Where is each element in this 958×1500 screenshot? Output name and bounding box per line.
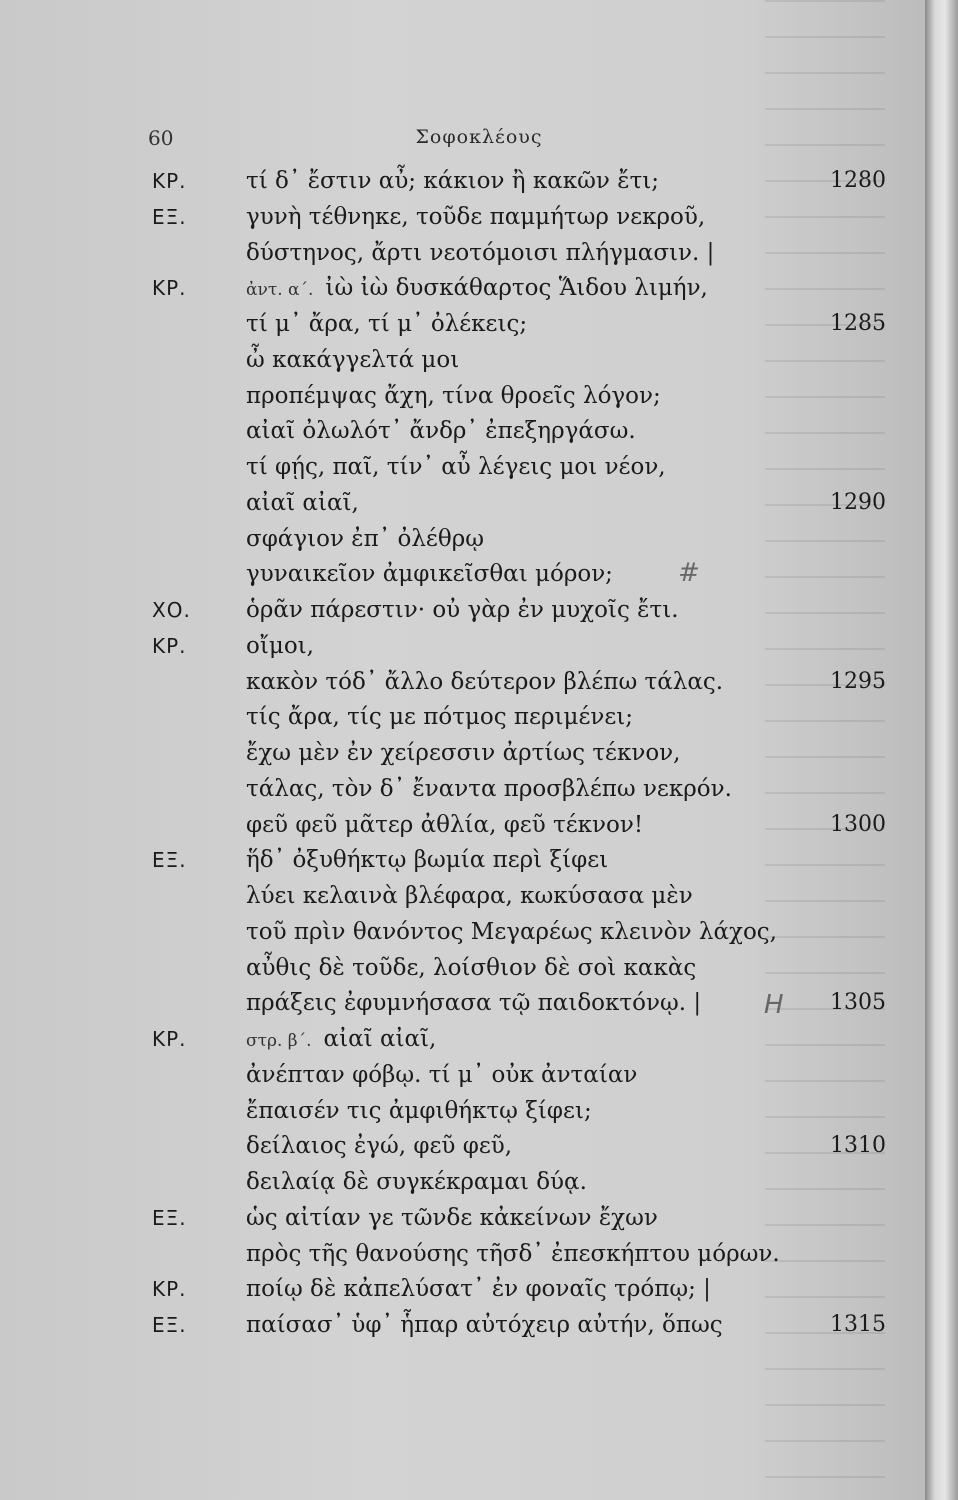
verse-text xyxy=(246,306,527,342)
speaker-label: ΚΡ. xyxy=(152,276,187,301)
verse-line xyxy=(0,485,958,521)
verse-text xyxy=(246,842,608,878)
verse-text xyxy=(246,163,659,199)
verse-words: φεῦ φεῦ μᾶτερ ἀθλία, φεῦ τέκνον! xyxy=(246,811,644,838)
verse-words: ὁρᾶν πάρεστιν· οὐ γὰρ ἐν μυχοῖς ἔτι. xyxy=(246,597,679,623)
verse-text xyxy=(246,1200,658,1236)
verse-words: αἰαῖ ὀλωλότ᾽ ἄνδρ᾽ ἐπεξηργάσω. xyxy=(246,418,636,445)
running-title: Σοφοκλέους xyxy=(415,126,543,148)
speaker-label: ΚΡ. xyxy=(152,1277,187,1302)
verse-line xyxy=(0,1128,958,1164)
verse-text xyxy=(246,914,777,950)
speaker-label: ΚΡ. xyxy=(152,633,187,658)
verse-line xyxy=(0,842,958,878)
verse-line xyxy=(0,1271,958,1307)
verse-text xyxy=(246,1057,637,1093)
verse-words: ἔχω μὲν ἐν χείρεσσιν ἀρτίως τέκνον, xyxy=(246,740,681,766)
verse-text xyxy=(246,1271,711,1307)
verse-words: ἔπαισέν τις ἀμφιθήκτῳ ξίφει; xyxy=(246,1097,592,1124)
verse-line xyxy=(0,985,958,1021)
verse-line xyxy=(0,199,958,235)
verse-text xyxy=(246,592,679,628)
verse-line xyxy=(0,556,958,592)
verse-line xyxy=(0,306,958,342)
verse-words: ὡς αἰτίαν γε τῶνδε κἀκείνων ἔχων xyxy=(246,1204,658,1231)
verse-line xyxy=(0,1093,958,1129)
verse-words: τί δ᾽ ἔστιν αὖ; κάκιον ἢ κακῶν ἔτι; xyxy=(246,168,660,194)
verse-words: λύει κελαινὰ βλέφαρα, κωκύσασα μὲν xyxy=(246,883,693,909)
verse-text xyxy=(246,199,705,235)
stage-direction: ἀντ. α΄. xyxy=(246,280,314,301)
line-number: 1310 xyxy=(830,1133,886,1159)
verse-words: τί μ᾽ ἄρα, τί μ᾽ ὀλέκεις; xyxy=(246,311,528,337)
verse-line xyxy=(0,163,958,199)
verse-words: γυναικεῖον ἀμφικεῖσθαι μόρον; xyxy=(246,561,613,588)
verse-line xyxy=(0,878,958,914)
speaker-label: ΕΞ. xyxy=(152,1205,187,1230)
verse-words: τάλας, τὸν δ᾽ ἔναντα προσβλέπω νεκρόν. xyxy=(246,775,732,802)
verse-words: τοῦ πρὶν θανόντος Μεγαρέως κλεινὸν λάχος, xyxy=(246,918,777,945)
pencil-annotation-hash: # xyxy=(678,558,700,588)
verse-words: ποίῳ δὲ κἀπελύσατ᾽ ἐν φοναῖς τρόπῳ; | xyxy=(246,1276,711,1303)
verse-words: οἴμοι, xyxy=(246,632,314,659)
verse-line xyxy=(0,950,958,986)
verse-words: δύστηνος, ἄρτι νεοτόμοισι πλήγμασιν. | xyxy=(246,239,715,266)
verse-line xyxy=(0,735,958,771)
verse-words: ὦ κακάγγελτά μοι xyxy=(246,346,460,373)
verse-line xyxy=(0,1236,958,1272)
verse-words: γυνὴ τέθνηκε, τοῦδε παμμήτωρ νεκροῦ, xyxy=(246,203,706,230)
verse-text xyxy=(246,521,484,557)
verse-text xyxy=(246,556,613,592)
verse-text xyxy=(246,1128,512,1164)
speaker-label: ΧΟ. xyxy=(152,598,191,622)
verse-text xyxy=(246,1236,780,1272)
verse-text xyxy=(246,378,661,414)
verse-words: πράξεις ἐφυμνήσασα τῷ παιδοκτόνῳ. | xyxy=(246,990,702,1017)
verse-line xyxy=(0,1164,958,1200)
verse-text xyxy=(246,950,696,986)
verse-words: αὖθις δὲ τοῦδε, λοίσθιον δὲ σοὶ κακὰς xyxy=(246,954,697,981)
line-number: 1300 xyxy=(830,811,886,837)
verse-text xyxy=(246,807,643,843)
verse-words: τίς ἄρα, τίς με πότμος περιμένει; xyxy=(246,704,634,731)
verse-words: αἰαῖ αἰαῖ, xyxy=(246,489,359,516)
verse-line xyxy=(0,449,958,485)
verse-words: αἰαῖ αἰαῖ, xyxy=(323,1026,437,1052)
verse-text xyxy=(246,485,359,521)
verse-text xyxy=(246,235,714,271)
verse-words: προπέμψας ἄχη, τίνα θροεῖς λόγον; xyxy=(246,382,661,409)
verse-text xyxy=(246,1164,587,1200)
verse-line xyxy=(0,628,958,664)
verse-line xyxy=(0,1307,958,1343)
line-number: 1280 xyxy=(830,168,886,193)
speaker-label: ΚΡ. xyxy=(152,169,187,193)
verse-text xyxy=(246,342,459,378)
verse-line xyxy=(0,664,958,700)
verse-text xyxy=(246,771,732,807)
verse-words: ἰὼ ἰὼ δυσκάθαρτος Ἅιδου λιμήν, xyxy=(325,275,708,302)
verse-text xyxy=(246,878,693,914)
verse-line xyxy=(0,342,958,378)
line-number: 1305 xyxy=(830,990,886,1016)
verse-text xyxy=(246,270,708,308)
line-number: 1295 xyxy=(830,668,886,694)
verse-line xyxy=(0,413,958,449)
verse-words: ἀνέπταν φόβῳ. τί μ᾽ οὐκ ἀνταίαν xyxy=(246,1061,638,1088)
verse-text xyxy=(246,413,636,449)
verse-text xyxy=(246,1307,723,1343)
verse-text xyxy=(246,1093,592,1129)
verse-words: κακὸν τόδ᾽ ἄλλο δεύτερον βλέπω τάλας. xyxy=(246,668,724,695)
verse-line xyxy=(0,699,958,735)
verse-line xyxy=(0,914,958,950)
verse-text xyxy=(246,628,314,664)
verse-line xyxy=(0,807,958,843)
verse-line xyxy=(0,521,958,557)
verse-line xyxy=(0,378,958,414)
verse-text xyxy=(246,985,701,1021)
verse-words: ἥδ᾽ ὀξυθήκτῳ βωμία περὶ ξίφει xyxy=(246,847,609,874)
verse-words: σφάγιον ἐπ᾽ ὀλέθρῳ xyxy=(246,525,484,552)
verse-text xyxy=(246,735,680,771)
line-number: 1315 xyxy=(830,1312,886,1337)
page-number: 60 xyxy=(148,126,174,150)
verse-line xyxy=(0,1021,958,1057)
verse-line xyxy=(0,771,958,807)
verse-line xyxy=(0,592,958,628)
stage-direction: στρ. β΄. xyxy=(246,1031,312,1051)
verse-text xyxy=(246,449,666,485)
verse-words: δειλαίᾳ δὲ συγκέκραμαι δύᾳ. xyxy=(246,1169,587,1195)
verse-words: δείλαιος ἐγώ, φεῦ φεῦ, xyxy=(246,1133,513,1160)
verse-text xyxy=(246,699,633,735)
verse-line xyxy=(0,235,958,271)
verse-words: τί φῄς, παῖ, τίν᾽ αὖ λέγεις μοι νέον, xyxy=(246,454,666,480)
verse-text xyxy=(246,664,723,700)
verse-words: πρὸς τῆς θανούσης τῆσδ᾽ ἐπεσκήπτου μόρων. xyxy=(246,1240,780,1267)
pencil-annotation-h: H xyxy=(764,990,784,1020)
verse-words: παίσασ᾽ ὑφ᾽ ἧπαρ αὐτόχειρ αὐτήν, ὅπως xyxy=(246,1312,723,1338)
verse-text xyxy=(246,1021,436,1059)
speaker-label: ΕΞ. xyxy=(152,1313,187,1337)
verse-line xyxy=(0,270,958,306)
line-number: 1290 xyxy=(830,489,886,515)
line-number: 1285 xyxy=(830,311,886,336)
verse-line xyxy=(0,1057,958,1093)
speaker-label: ΕΞ. xyxy=(152,848,187,873)
speaker-label: ΚΡ. xyxy=(152,1027,187,1051)
verse-line xyxy=(0,1200,958,1236)
speaker-label: ΕΞ. xyxy=(152,204,187,229)
